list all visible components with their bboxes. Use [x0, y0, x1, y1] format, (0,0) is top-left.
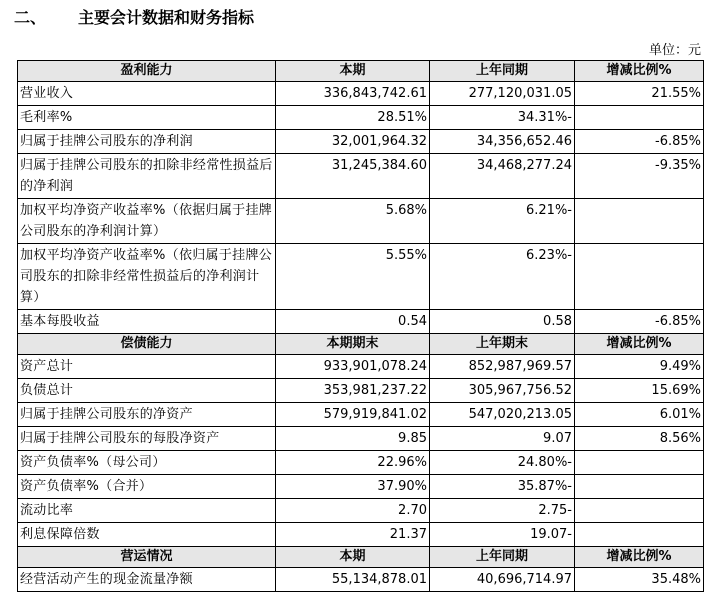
column-header: 上年同期	[430, 61, 575, 82]
section-title-cell: 偿债能力	[18, 334, 276, 355]
table-row	[18, 379, 704, 403]
table-row	[18, 475, 704, 499]
previous-value: 34,468,277.24	[430, 154, 575, 199]
section-title-cell: 营运情况	[18, 547, 276, 568]
row-label: 基本每股收益	[18, 310, 276, 334]
row-label: 营业收入	[18, 82, 276, 106]
change-value: 21.55%	[575, 82, 704, 106]
previous-value: 6.21%-	[430, 199, 575, 244]
section-header-row	[18, 334, 704, 355]
current-value: 55,134,878.01	[276, 568, 430, 592]
row-label: 归属于挂牌公司股东的净利润	[18, 130, 276, 154]
row-label: 负债总计	[18, 379, 276, 403]
table-row	[18, 199, 704, 244]
change-value: 9.49%	[575, 355, 704, 379]
previous-value: 40,696,714.97	[430, 568, 575, 592]
row-label: 资产负债率%（合并）	[18, 475, 276, 499]
column-header: 上年同期	[430, 547, 575, 568]
previous-value: 9.07	[430, 427, 575, 451]
change-value	[575, 106, 704, 130]
current-value: 933,901,078.24	[276, 355, 430, 379]
section-header-row	[18, 61, 704, 82]
change-value	[575, 499, 704, 523]
row-label: 加权平均净资产收益率%（依归属于挂牌公司股东的扣除非经常性损益后的净利润计算）	[18, 244, 276, 310]
section-title: 主要会计数据和财务指标	[78, 8, 255, 27]
column-header: 增减比例%	[575, 334, 704, 355]
current-value: 2.70	[276, 499, 430, 523]
change-value	[575, 475, 704, 499]
table-row	[18, 106, 704, 130]
financial-indicators-table	[17, 60, 704, 592]
change-value	[575, 199, 704, 244]
column-header: 上年期末	[430, 334, 575, 355]
previous-value: 19.07-	[430, 523, 575, 547]
column-header: 本期期末	[276, 334, 430, 355]
row-label: 归属于挂牌公司股东的扣除非经常性损益后的净利润	[18, 154, 276, 199]
current-value: 353,981,237.22	[276, 379, 430, 403]
change-value	[575, 451, 704, 475]
current-value: 9.85	[276, 427, 430, 451]
row-label: 归属于挂牌公司股东的净资产	[18, 403, 276, 427]
previous-value: 0.58	[430, 310, 575, 334]
row-label: 毛利率%	[18, 106, 276, 130]
previous-value: 852,987,969.57	[430, 355, 575, 379]
previous-value: 34,356,652.46	[430, 130, 575, 154]
current-value: 579,919,841.02	[276, 403, 430, 427]
previous-value: 34.31%-	[430, 106, 575, 130]
table-row	[18, 82, 704, 106]
table-row	[18, 154, 704, 199]
table-row	[18, 451, 704, 475]
unit-label: 单位：元	[648, 43, 701, 58]
table-row	[18, 130, 704, 154]
table-row	[18, 244, 704, 310]
table-row	[18, 523, 704, 547]
previous-value: 2.75-	[430, 499, 575, 523]
table-row	[18, 403, 704, 427]
previous-value: 305,967,756.52	[430, 379, 575, 403]
previous-value: 35.87%-	[430, 475, 575, 499]
section-number: 二、	[14, 8, 47, 27]
change-value	[575, 523, 704, 547]
column-header: 增减比例%	[575, 547, 704, 568]
table-row	[18, 355, 704, 379]
current-value: 21.37	[276, 523, 430, 547]
current-value: 5.55%	[276, 244, 430, 310]
current-value: 28.51%	[276, 106, 430, 130]
row-label: 归属于挂牌公司股东的每股净资产	[18, 427, 276, 451]
previous-value: 24.80%-	[430, 451, 575, 475]
change-value: 15.69%	[575, 379, 704, 403]
table-row	[18, 427, 704, 451]
change-value: 8.56%	[575, 427, 704, 451]
table-row	[18, 310, 704, 334]
row-label: 经营活动产生的现金流量净额	[18, 568, 276, 592]
row-label: 资产负债率%（母公司）	[18, 451, 276, 475]
current-value: 37.90%	[276, 475, 430, 499]
row-label: 加权平均净资产收益率%（依据归属于挂牌公司股东的净利润计算）	[18, 199, 276, 244]
change-value: -6.85%	[575, 130, 704, 154]
row-label: 资产总计	[18, 355, 276, 379]
change-value: 6.01%	[575, 403, 704, 427]
column-header: 本期	[276, 61, 430, 82]
table-row	[18, 499, 704, 523]
current-value: 31,245,384.60	[276, 154, 430, 199]
table-row	[18, 568, 704, 592]
row-label: 利息保障倍数	[18, 523, 276, 547]
change-value: -6.85%	[575, 310, 704, 334]
current-value: 5.68%	[276, 199, 430, 244]
section-title-cell: 盈利能力	[18, 61, 276, 82]
current-value: 0.54	[276, 310, 430, 334]
change-value: -9.35%	[575, 154, 704, 199]
column-header: 本期	[276, 547, 430, 568]
change-value: 35.48%	[575, 568, 704, 592]
column-header: 增减比例%	[575, 61, 704, 82]
current-value: 22.96%	[276, 451, 430, 475]
current-value: 32,001,964.32	[276, 130, 430, 154]
current-value: 336,843,742.61	[276, 82, 430, 106]
section-header-row	[18, 547, 704, 568]
row-label: 流动比率	[18, 499, 276, 523]
previous-value: 547,020,213.05	[430, 403, 575, 427]
previous-value: 277,120,031.05	[430, 82, 575, 106]
previous-value: 6.23%-	[430, 244, 575, 310]
section-heading	[14, 5, 254, 27]
change-value	[575, 244, 704, 310]
